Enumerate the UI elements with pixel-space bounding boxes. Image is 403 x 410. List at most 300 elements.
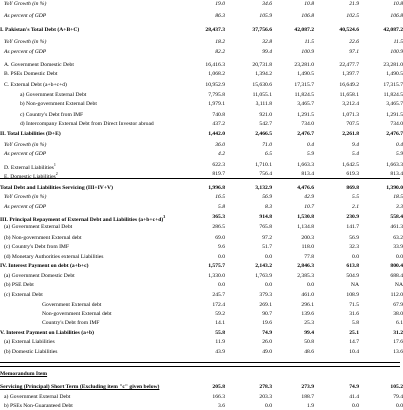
value-cell: 82.2 [215, 49, 225, 55]
value-cell: 461.0 [301, 292, 314, 298]
row-label-text: c) Country's Debt from IMF [20, 112, 84, 118]
value-cell: 365.3 [212, 214, 225, 220]
value-cell: 1,490.5 [297, 71, 314, 77]
row-label [0, 141, 204, 149]
table-row-government-external-debt [0, 301, 403, 309]
value-cell: 379.3 [259, 292, 272, 298]
value-cell: 2.1 [352, 204, 359, 210]
value-cell: 0.0 [396, 403, 403, 409]
value-cell: 1,663.3 [386, 162, 403, 168]
row-label-text: C. External Debt (a+b+c+d) [4, 82, 67, 88]
value-cell: 5.9 [396, 151, 403, 157]
row-label-text: III. Principal Repayment of External Debt and Liabilities (a+b+c+d) [0, 216, 164, 223]
value-cell: 11.5 [304, 39, 314, 45]
row-label [0, 81, 204, 89]
row-label [0, 150, 204, 158]
value-cell: 22,477.7 [339, 62, 359, 68]
row-label-text: As percent of GDP [4, 49, 47, 55]
value-cell: 31.2 [393, 330, 403, 336]
value-cell: 921.0 [259, 112, 272, 118]
row-label-text: (c) External Debt [4, 292, 43, 298]
table-row-memorandum-item [0, 370, 400, 378]
value-cell: 504.9 [346, 273, 359, 279]
value-cell: 9.6 [218, 244, 225, 250]
value-cell: 18.5 [393, 194, 403, 200]
row-label-text: a) Government External Debt [4, 394, 71, 400]
table-row-country-s-debt-from-imf [0, 319, 403, 327]
table-row-yoy-growth-in [0, 141, 403, 149]
value-cell: 74.9 [349, 384, 359, 390]
row-label-text: a) Government External Debt [20, 92, 87, 98]
value-cell: 869.8 [346, 185, 359, 191]
value-cell: 819.7 [212, 171, 225, 177]
value-cell: 141.7 [346, 224, 359, 230]
value-cell: 23,281.0 [383, 62, 403, 68]
row-label-text: B. PSEs Domestic Debt [4, 71, 58, 77]
footnote-marker: 1 [53, 162, 56, 167]
value-cell: 0.0 [396, 254, 403, 260]
value-cell: 49.0 [262, 349, 272, 355]
row-label-text: (b) Non-government External debt [4, 235, 82, 241]
footnote-marker: 2 [55, 171, 58, 176]
value-cell: 0.4 [396, 142, 403, 148]
value-cell: 1,996.8 [208, 185, 225, 191]
value-cell: 4,476.6 [297, 185, 314, 191]
row-label [0, 393, 204, 401]
value-cell: 5.5 [352, 194, 359, 200]
table-row-c-external-debt-a-b-c-d [0, 81, 403, 89]
row-label [0, 61, 204, 69]
row-label [0, 329, 200, 337]
value-cell: 22.6 [349, 39, 359, 45]
value-cell: 19.6 [262, 320, 272, 326]
value-cell: 8.3 [265, 204, 272, 210]
table-row-a-government-external-debt [0, 393, 403, 401]
value-cell: 108.9 [346, 292, 359, 298]
table-row-ii-total-liabilities-d-e [0, 130, 403, 138]
value-cell: 1,530.8 [297, 214, 314, 220]
value-cell: 10.8 [393, 1, 403, 7]
value-cell: 16,416.3 [205, 62, 225, 68]
table-row-d-external-liabilities [0, 161, 403, 171]
value-cell: 2,476.7 [297, 131, 314, 137]
value-cell: NA [394, 282, 403, 288]
row-label [0, 223, 204, 231]
value-cell: 2,466.5 [255, 131, 272, 137]
table-row-as-percent-of-gdp [0, 150, 403, 158]
row-label [0, 193, 204, 201]
value-cell: 63.2 [393, 235, 403, 241]
row-label-text: (c) Country's Debt from IMF [4, 244, 70, 250]
value-cell: 99.4 [262, 49, 272, 55]
footnote-marker: 3 [163, 214, 166, 219]
table-row-iii-principal-repayment-of-external-debt [0, 213, 403, 223]
value-cell: 800.4 [390, 263, 403, 269]
value-cell: 42,087.2 [294, 27, 314, 33]
value-cell: 1,763.9 [255, 273, 272, 279]
row-label-text: (a) External Liabilities [4, 339, 55, 345]
value-cell: 619.3 [346, 171, 359, 177]
table-row-d-intercompany-external-debt-from-direct [0, 120, 403, 128]
row-label-text: As percent of GDP [4, 204, 47, 210]
row-label [0, 272, 204, 280]
row-label-text: A. Government Domestic Debt [4, 62, 74, 68]
table-row-e-domestic-liabilities [0, 170, 403, 180]
value-cell: 10.8 [304, 1, 314, 7]
value-cell: 33.9 [393, 244, 403, 250]
value-cell: 1,575.7 [208, 263, 225, 269]
value-cell: 0.0 [352, 254, 359, 260]
divider [0, 362, 400, 363]
row-label-text: Memorandum Item [0, 371, 48, 377]
value-cell: 42,087.2 [383, 27, 403, 33]
value-cell: 734.0 [390, 121, 403, 127]
value-cell: 1,663.3 [297, 162, 314, 168]
table-row-a-external-liabilities [0, 338, 403, 346]
value-cell: 0.0 [218, 282, 225, 288]
row-label [0, 338, 204, 346]
table-row-iv-interest-payment-on-debt-a-b-c [0, 262, 403, 270]
table-row-yoy-growth-in [0, 193, 403, 201]
row-label [0, 234, 204, 242]
value-cell: 40,524.6 [339, 27, 359, 33]
value-cell: 3.6 [218, 403, 225, 409]
value-cell: 1,490.5 [386, 71, 403, 77]
table-row-i-pakistan-s-total-debt-a-b-c [0, 26, 403, 34]
value-cell: 48.6 [304, 349, 314, 355]
value-cell: 10,952.9 [205, 82, 225, 88]
value-cell: 31.6 [349, 311, 359, 317]
row-label [0, 38, 204, 46]
value-cell: 56.9 [262, 194, 272, 200]
table-row-b-pses-domestic-debt [0, 70, 403, 78]
value-cell: 756.4 [259, 171, 272, 177]
value-cell: 2,143.2 [255, 263, 272, 269]
value-cell: 230.9 [346, 214, 359, 220]
value-cell: 17,315.7 [294, 82, 314, 88]
table-row-yoy-growth-in [0, 0, 403, 8]
table-row-a-government-external-debt [0, 91, 403, 99]
value-cell: 1,390.0 [386, 185, 403, 191]
value-cell: 32.3 [349, 244, 359, 250]
value-cell: 5.8 [218, 204, 225, 210]
value-cell: 21.9 [349, 1, 359, 7]
value-cell: 17,315.7 [383, 82, 403, 88]
value-cell: 38.0 [393, 311, 403, 317]
value-cell: 1,330.0 [208, 273, 225, 279]
value-cell: 13.6 [393, 349, 403, 355]
value-cell: 688.4 [390, 273, 403, 279]
value-cell: 0.0 [307, 282, 314, 288]
value-cell: 1,442.0 [208, 131, 225, 137]
value-cell: 36.0 [215, 142, 225, 148]
table-row-c-country-s-debt-from-imf [0, 243, 403, 251]
value-cell: 3,212.4 [342, 101, 359, 107]
value-cell: 106.8 [301, 13, 314, 19]
value-cell: 71.0 [262, 142, 272, 148]
value-cell: 203.3 [259, 394, 272, 400]
value-cell: 106.8 [390, 13, 403, 19]
table-row-as-percent-of-gdp [0, 12, 403, 20]
value-cell: 10.4 [349, 349, 359, 355]
value-cell: 707.5 [346, 121, 359, 127]
value-cell: 5.8 [352, 320, 359, 326]
value-cell: 1,068.2 [208, 71, 225, 77]
row-label [0, 203, 204, 211]
table-row-a-government-external-debt [0, 223, 403, 231]
row-label [0, 281, 204, 289]
table-row-a-government-domestic-debt [0, 61, 403, 69]
value-cell: 11,658.1 [339, 92, 359, 98]
table-row-yoy-growth-in [0, 38, 403, 46]
value-cell: 273.9 [301, 384, 314, 390]
row-label [0, 48, 204, 56]
row-label-text: D. External Liabilities [4, 164, 54, 171]
row-label [0, 402, 204, 410]
value-cell: 5.4 [352, 151, 359, 157]
value-cell: 11.5 [393, 39, 403, 45]
value-cell: 2,476.7 [386, 131, 403, 137]
value-cell: 99.4 [304, 330, 314, 336]
value-cell: 71.5 [349, 302, 359, 308]
value-cell: 9.4 [352, 142, 359, 148]
value-cell: 0.0 [265, 282, 272, 288]
table-row-v-interest-payment-on-liabilities-a-b [0, 329, 403, 337]
value-cell: 1,071.3 [342, 112, 359, 118]
value-cell: 17.6 [393, 339, 403, 345]
table-row-as-percent-of-gdp [0, 48, 403, 56]
value-cell: 6.1 [396, 320, 403, 326]
value-cell: 740.8 [212, 112, 225, 118]
value-cell: 200.3 [301, 235, 314, 241]
row-label-text: YoY Growth (in %) [4, 1, 47, 7]
row-label-text: Non-government External debt [42, 311, 112, 317]
value-cell: 296.1 [301, 302, 314, 308]
value-cell: 6.5 [265, 151, 272, 157]
value-cell: 245.7 [212, 292, 225, 298]
table-row-b-non-government-external-debt [0, 100, 403, 108]
value-cell: 1,642.5 [342, 162, 359, 168]
value-cell: 23,281.0 [294, 62, 314, 68]
row-label [0, 184, 200, 192]
value-cell: 4.2 [218, 151, 225, 157]
value-cell: 2,846.3 [297, 263, 314, 269]
value-cell: 105.9 [259, 13, 272, 19]
row-label [0, 291, 204, 299]
value-cell: 542.7 [259, 121, 272, 127]
row-label-text: V. Interest Payment on Liabilities (a+b) [0, 330, 95, 336]
value-cell: 16.5 [215, 194, 225, 200]
table-row-servicing-principal-short-term-excluding [0, 383, 403, 391]
row-label-text: d) Intercompany External Debt from Direct Investor abroad [20, 121, 154, 127]
value-cell: 97.2 [262, 235, 272, 241]
divider [0, 366, 400, 367]
value-cell: 1,979.1 [208, 101, 225, 107]
value-cell: 269.1 [259, 302, 272, 308]
table-row-c-country-s-debt-from-imf [0, 111, 403, 119]
value-cell: 1,394.2 [255, 71, 272, 77]
row-label-text: b) PSEs Non-Guaranteed Debt [4, 403, 73, 409]
row-label [0, 130, 200, 138]
value-cell: 2,385.3 [297, 273, 314, 279]
table-row-b-non-government-external-debt [0, 234, 403, 242]
value-cell: 914.8 [259, 214, 272, 220]
value-cell: 14.1 [215, 320, 225, 326]
value-cell: 461.3 [390, 224, 403, 230]
value-cell: 28,437.3 [205, 27, 225, 33]
value-cell: 67.9 [393, 302, 403, 308]
value-cell: 1,397.7 [342, 71, 359, 77]
row-label-text: I. Pakistan's Total Debt (A+B+C) [0, 27, 80, 33]
row-label [0, 70, 204, 78]
value-cell: 11,824.5 [294, 92, 314, 98]
row-label [0, 370, 200, 378]
row-label [0, 26, 200, 34]
value-cell: 0.4 [307, 142, 314, 148]
value-cell: 50.8 [304, 339, 314, 345]
row-label [0, 0, 204, 8]
value-cell: 74.9 [262, 330, 272, 336]
value-cell: 69.0 [215, 235, 225, 241]
value-cell: 56.9 [349, 235, 359, 241]
value-cell: 15,630.6 [252, 82, 272, 88]
row-label-text: Government External debt [42, 302, 102, 308]
row-label-text: (b) PSE Debt [4, 282, 34, 288]
row-label-text: YoY Growth (in %) [4, 194, 47, 200]
value-cell: 188.7 [301, 394, 314, 400]
value-cell: 20,731.8 [252, 62, 272, 68]
value-cell: 0.0 [265, 403, 272, 409]
row-label [0, 348, 204, 356]
value-cell: 613.8 [346, 263, 359, 269]
value-cell: 79.4 [393, 394, 403, 400]
table-row-c-external-debt [0, 291, 403, 299]
table-row-as-percent-of-gdp [0, 203, 403, 211]
value-cell: 77.8 [304, 254, 314, 260]
value-cell: 3,111.8 [255, 101, 272, 107]
row-label-text: As percent of GDP [4, 13, 47, 19]
value-cell: 97.1 [349, 49, 359, 55]
value-cell: 3,465.7 [297, 101, 314, 107]
row-label [0, 253, 204, 261]
value-cell: 3.3 [396, 204, 403, 210]
value-cell: 43.9 [215, 349, 225, 355]
value-cell: 139.6 [301, 311, 314, 317]
row-label-text: E. Domestic Liabilities [4, 173, 56, 180]
value-cell: 5.9 [307, 151, 314, 157]
row-label-text: YoY Growth (in %) [4, 142, 47, 148]
row-label [0, 243, 204, 251]
value-cell: 11.9 [215, 339, 225, 345]
row-label-text: (a) Government External Debt [4, 224, 73, 230]
value-cell: 0.0 [265, 254, 272, 260]
value-cell: 0.0 [352, 403, 359, 409]
value-cell: 286.5 [212, 224, 225, 230]
value-cell: 1,291.5 [297, 112, 314, 118]
table-row-b-pse-debt [0, 281, 403, 289]
row-label-text: Country's Debt from IMF [42, 320, 100, 326]
value-cell: 118.0 [301, 244, 314, 250]
value-cell: 32.8 [262, 39, 272, 45]
value-cell: 3,132.9 [255, 185, 272, 191]
table-row-d-monetary-authorities-external-liabilit [0, 253, 403, 261]
row-label-text: (d) Monetary Authorities external Liabilities [4, 254, 104, 260]
table-row-a-government-domestic-debt [0, 272, 403, 280]
value-cell: NA [350, 282, 359, 288]
table-row-b-domestic-liabilities [0, 348, 403, 356]
table-row-b-pses-non-guaranteed-debt [0, 402, 403, 410]
value-cell: 11,055.1 [252, 92, 272, 98]
value-cell: 55.8 [215, 330, 225, 336]
row-label-text: YoY Growth (in %) [4, 39, 47, 45]
row-label [0, 383, 200, 391]
divider [0, 178, 400, 179]
value-cell: 205.8 [212, 384, 225, 390]
value-cell: 437.2 [212, 121, 225, 127]
value-cell: 166.3 [212, 394, 225, 400]
value-cell: 25.1 [349, 330, 359, 336]
value-cell: 2,261.8 [342, 131, 359, 137]
value-cell: 765.8 [259, 224, 272, 230]
value-cell: 734.0 [301, 121, 314, 127]
value-cell: 51.7 [262, 244, 272, 250]
value-cell: 102.5 [346, 13, 359, 19]
value-cell: 59.2 [215, 311, 225, 317]
value-cell: 622.3 [212, 162, 225, 168]
value-cell: 14.7 [349, 339, 359, 345]
value-cell: 100.9 [390, 49, 403, 55]
value-cell: 1,134.8 [297, 224, 314, 230]
value-cell: 172.4 [212, 302, 225, 308]
table-row-total-debt-and-liabilities-servicing-iii [0, 184, 403, 192]
value-cell: 813.4 [390, 171, 403, 177]
row-label-text: (a) Government Domestic Debt [4, 273, 75, 279]
value-cell: 1.9 [307, 403, 314, 409]
value-cell: 26.0 [262, 339, 272, 345]
row-label-text: IV. Interest Payment on debt (a+b+c) [0, 263, 89, 269]
value-cell: 41.4 [349, 394, 359, 400]
value-cell: 105.2 [390, 384, 403, 390]
value-cell: 34.6 [262, 1, 272, 7]
value-cell: 1,291.5 [386, 112, 403, 118]
value-cell: 42.9 [304, 194, 314, 200]
value-cell: 813.4 [301, 171, 314, 177]
value-cell: 558.4 [390, 214, 403, 220]
value-cell: 18.2 [215, 39, 225, 45]
value-cell: 10.7 [304, 204, 314, 210]
value-cell: 86.3 [215, 13, 225, 19]
row-label-text: Servicing (Principal) Short Term (Excluding item "c" given below) [0, 384, 160, 390]
row-label [0, 262, 200, 270]
row-label-text: II. Total Liabilities (D+E) [0, 131, 61, 137]
row-label [0, 170, 204, 181]
value-cell: 11,824.5 [383, 92, 403, 98]
value-cell: 90.7 [262, 311, 272, 317]
value-cell: 278.3 [259, 384, 272, 390]
value-cell: 16,649.2 [339, 82, 359, 88]
row-label [0, 12, 204, 20]
value-cell: 19.0 [215, 1, 225, 7]
value-cell: 0.0 [218, 254, 225, 260]
value-cell: 25.3 [304, 320, 314, 326]
value-cell: 1,710.1 [255, 162, 272, 168]
row-label-text: Total Debt and Liabilities Servicing (III+IV+V) [0, 185, 113, 191]
value-cell: 112.0 [390, 292, 403, 298]
value-cell: 7,795.8 [208, 92, 225, 98]
row-label-text: (b) Domestic Liabilities [4, 349, 58, 355]
value-cell: 100.9 [301, 49, 314, 55]
value-cell: 37,756.6 [252, 27, 272, 33]
